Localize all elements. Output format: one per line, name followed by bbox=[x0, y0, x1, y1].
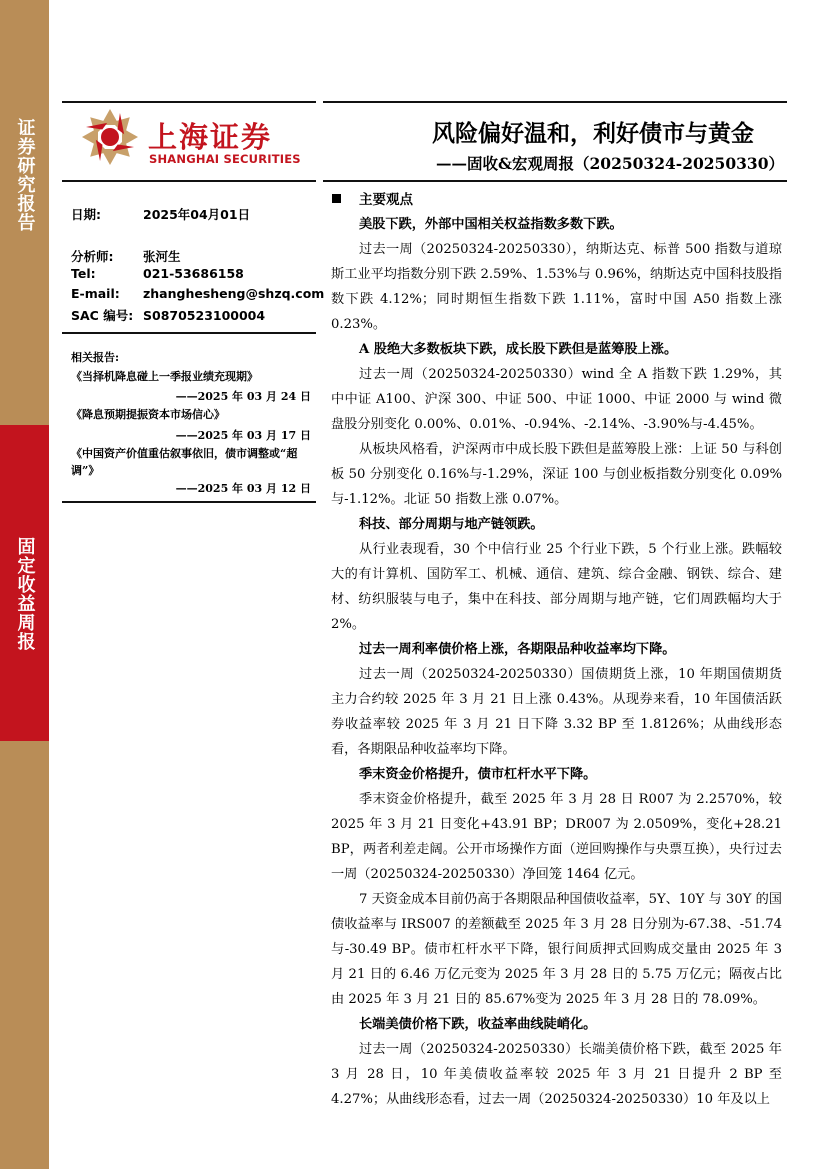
analyst-label: 分析师: bbox=[71, 249, 114, 264]
main-content bbox=[331, 212, 782, 1112]
paragraph: 从行业表现看，30 个中信行业 25 个行业下跌，5 个行业上涨。跌幅较大的有计算机、国防军工、机械、通信、建筑、综合金融、钢铁、综合、建材、纺织服装与电子，集中在科技、部分周期与地产链，它们周跌幅均大于 2%。 bbox=[331, 542, 782, 632]
report-title: 风险偏好温和，利好债市与黄金 bbox=[432, 120, 754, 147]
tel-label: Tel: bbox=[71, 266, 96, 281]
meta-email bbox=[71, 286, 324, 301]
related-report-date: ——2025 年 03 月 17 日 bbox=[175, 429, 311, 442]
meta-rule-left bbox=[62, 180, 316, 182]
key-point-heading: 季末资金价格提升，债市杠杆水平下降。 bbox=[359, 767, 597, 782]
logo-emblem-icon bbox=[80, 107, 140, 167]
meta-sac bbox=[71, 306, 265, 324]
section-heading-text: 主要观点 bbox=[359, 192, 413, 208]
meta-date bbox=[71, 205, 250, 223]
meta-divider bbox=[62, 332, 316, 334]
square-bullet-icon bbox=[332, 194, 341, 203]
related-reports-heading: 相关报告: bbox=[71, 351, 120, 364]
report-category-label: 固定收益周报 bbox=[14, 537, 36, 651]
email-label: E-mail: bbox=[71, 286, 120, 301]
meta-analyst bbox=[71, 247, 181, 265]
report-subtitle: ——固收&宏观周报（20250324-20250330） bbox=[436, 154, 784, 173]
tel-value: 021-53686158 bbox=[143, 266, 244, 281]
key-point-heading: 美股下跌，外部中国相关权益指数多数下跌。 bbox=[359, 217, 623, 232]
paragraph: 过去一周（20250324-20250330）wind 全 A 指数下跌 1.29%，其中中证 A100、沪深 300、中证 500、中证 1000、中证 2000 与 wind 微盘股分别变化 0.00%、0.01%、-0.94%、-2.14%、-3.90%与-4.45%。 bbox=[331, 367, 782, 432]
paragraph: 季末资金价格提升，截至 2025 年 3 月 28 日 R007 为 2.2570%，较 2025 年 3 月 21 日变化+43.91 BP；DR007 为 2.0509%，变化+28.21 BP，两者利差走阔。公开市场操作方面（逆回购操作与央票互换），央行过去一周（20250324-20250330）净回笼 1464 亿元。 bbox=[331, 792, 782, 882]
subtitle-rule-right bbox=[323, 180, 787, 182]
sidebar-band-top bbox=[0, 0, 49, 425]
date-label: 日期: bbox=[71, 207, 101, 222]
paragraph: 过去一周（20250324-20250330）长端美债价格下跌，截至 2025 年 3 月 28 日，10 年美债收益率较 2025 年 3 月 21 日提升 2 BP 至 4.27%；从曲线形态看，过去一周（20250324-20250330）10 年及以上 bbox=[331, 1042, 782, 1107]
paragraph: 过去一周（20250324-20250330），纳斯达克、标普 500 指数与道琼斯工业平均指数分别下跌 2.59%、1.53%与 0.96%，纳斯达克中国科技股指数下跌 4.12%；同时期恒生指数下跌 1.11%，富时中国 A50 指数上涨 0.23%。 bbox=[331, 242, 782, 332]
sidebar-band-mid bbox=[0, 425, 49, 741]
meta-tel bbox=[71, 266, 244, 281]
key-point-heading: 过去一周利率债价格上涨，各期限品种收益率均下降。 bbox=[359, 642, 676, 657]
analyst-value: 张河生 bbox=[143, 249, 181, 264]
paragraph: 过去一周（20250324-20250330）国债期货上涨，10 年期国债期货主力合约较 2025 年 3 月 21 日上涨 0.43%。从现券来看，10 年国债活跃券收益率较 2025 年 3 月 21 日下降 3.32 BP 至 1.8126%；从曲线形态看，各期限品种收益率均下降。 bbox=[331, 667, 782, 757]
logo-chinese-name: 上海证券 bbox=[148, 120, 273, 154]
sac-value: S0870523100004 bbox=[143, 308, 266, 323]
logo-english-name: SHANGHAI SECURITIES bbox=[149, 152, 301, 166]
header-rule-right bbox=[323, 101, 787, 103]
sidebar-band-bottom bbox=[0, 741, 49, 1169]
related-report-title[interactable]: 《降息预期提振资本市场信心》 bbox=[71, 408, 225, 421]
related-report-title[interactable]: 《中国资产价值重估叙事依旧，债市调整或“超调”》 bbox=[71, 447, 298, 477]
company-logo bbox=[80, 107, 310, 173]
related-report-date: ——2025 年 03 月 24 日 bbox=[175, 390, 311, 403]
related-divider bbox=[62, 501, 316, 503]
key-point-heading: 长端美债价格下跌，收益率曲线陡峭化。 bbox=[359, 1017, 597, 1032]
paragraph: 从板块风格看，沪深两市中成长股下跌但是蓝筹股上涨：上证 50 与科创板 50 分别变化 0.16%与-1.29%，深证 100 与创业板指数分别变化 0.09%与-1.12%。北证 50 指数上涨 0.07%。 bbox=[331, 442, 782, 507]
report-type-label: 证券研究报告 bbox=[14, 118, 36, 232]
paragraph: 7 天资金成本目前仍高于各期限品种国债收益率，5Y、10Y 与 30Y 的国债收益率与 IRS007 的差额截至 2025 年 3 月 28 日分别为-67.38、-51.74 与-30.49 BP。债市杠杆水平下降，银行间质押式回购成交量由 2025 年 3 月 21 日的 6.46 万亿元变为 2025 年 3 月 28 日的 5.75 万亿元；隔夜占比由 2025 年 3 月 21 日的 85.67%变为 2025 年 3 月 28 日的 78.09%。 bbox=[331, 892, 782, 1007]
header-rule-left bbox=[62, 101, 316, 103]
key-point-heading: A 股绝大多数板块下跌，成长股下跌但是蓝筹股上涨。 bbox=[359, 342, 678, 357]
date-value: 2025年04月01日 bbox=[143, 207, 251, 222]
sac-label: SAC 编号: bbox=[71, 308, 134, 323]
key-point-heading: 科技、部分周期与地产链领跌。 bbox=[359, 517, 544, 532]
related-report-title[interactable]: 《当择机降息碰上一季报业绩充现期》 bbox=[71, 370, 258, 383]
email-value[interactable]: zhanghesheng@shzq.com bbox=[143, 286, 325, 301]
related-report-date: ——2025 年 03 月 12 日 bbox=[175, 482, 311, 495]
section-heading bbox=[332, 188, 413, 208]
